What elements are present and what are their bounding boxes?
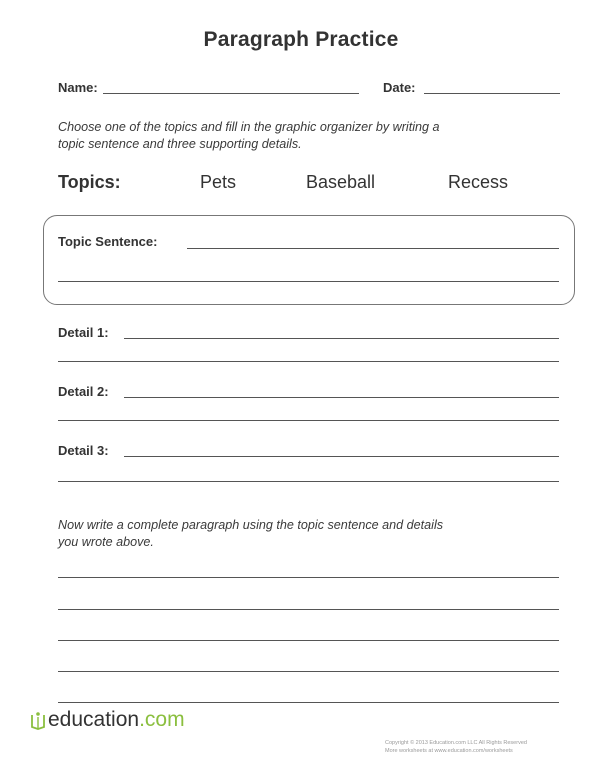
topic-baseball: Baseball	[306, 172, 376, 192]
name-label: Name:	[58, 80, 98, 95]
logo-text-main: education	[48, 708, 140, 731]
detail-2-line-1[interactable]	[124, 397, 559, 398]
date-label: Date:	[383, 80, 416, 95]
paragraph-line-5[interactable]	[58, 702, 559, 703]
page-title: Paragraph Practice	[203, 28, 399, 51]
topic-sentence-line-2[interactable]	[58, 281, 559, 282]
paragraph-line-1[interactable]	[58, 577, 559, 578]
education-logo	[30, 708, 185, 732]
topic-sentence-line-1[interactable]	[187, 248, 559, 249]
detail-1-line-1[interactable]	[124, 338, 559, 339]
instructions-line-2: topic sentence and three supporting details.	[58, 137, 302, 151]
paragraph-instructions-line-2: you wrote above.	[58, 535, 154, 549]
detail-3-label: Detail 3:	[58, 443, 109, 458]
instructions-line-1: Choose one of the topics and fill in the graphic organizer by writing a	[58, 120, 440, 134]
paragraph-instructions-line-1: Now write a complete paragraph using the topic sentence and details	[58, 518, 444, 532]
logo-text-suffix: .com	[139, 708, 185, 731]
detail-2-line-2[interactable]	[58, 420, 559, 421]
topic-sentence-label: Topic Sentence:	[58, 234, 158, 249]
paragraph-line-3[interactable]	[58, 640, 559, 641]
paragraph-line-4[interactable]	[58, 671, 559, 672]
detail-2-label: Detail 2:	[58, 384, 109, 399]
footer-copyright	[385, 739, 585, 755]
name-line[interactable]	[103, 93, 359, 94]
copyright-line-2: More worksheets at www.education.com/worksheets	[385, 748, 513, 754]
date-line[interactable]	[424, 93, 560, 94]
paragraph-line-2[interactable]	[58, 609, 559, 610]
topic-sentence-box	[43, 215, 575, 305]
book-icon	[30, 711, 46, 729]
detail-3-line-2[interactable]	[58, 481, 559, 482]
topic-pets: Pets	[200, 172, 237, 192]
detail-1-line-2[interactable]	[58, 361, 559, 362]
detail-3-line-1[interactable]	[124, 456, 559, 457]
topics-label: Topics:	[58, 172, 121, 192]
topic-recess: Recess	[448, 172, 509, 192]
copyright-line-1: Copyright © 2013 Education.com LLC All Rights Reserved	[385, 740, 527, 746]
detail-1-label: Detail 1:	[58, 325, 109, 340]
